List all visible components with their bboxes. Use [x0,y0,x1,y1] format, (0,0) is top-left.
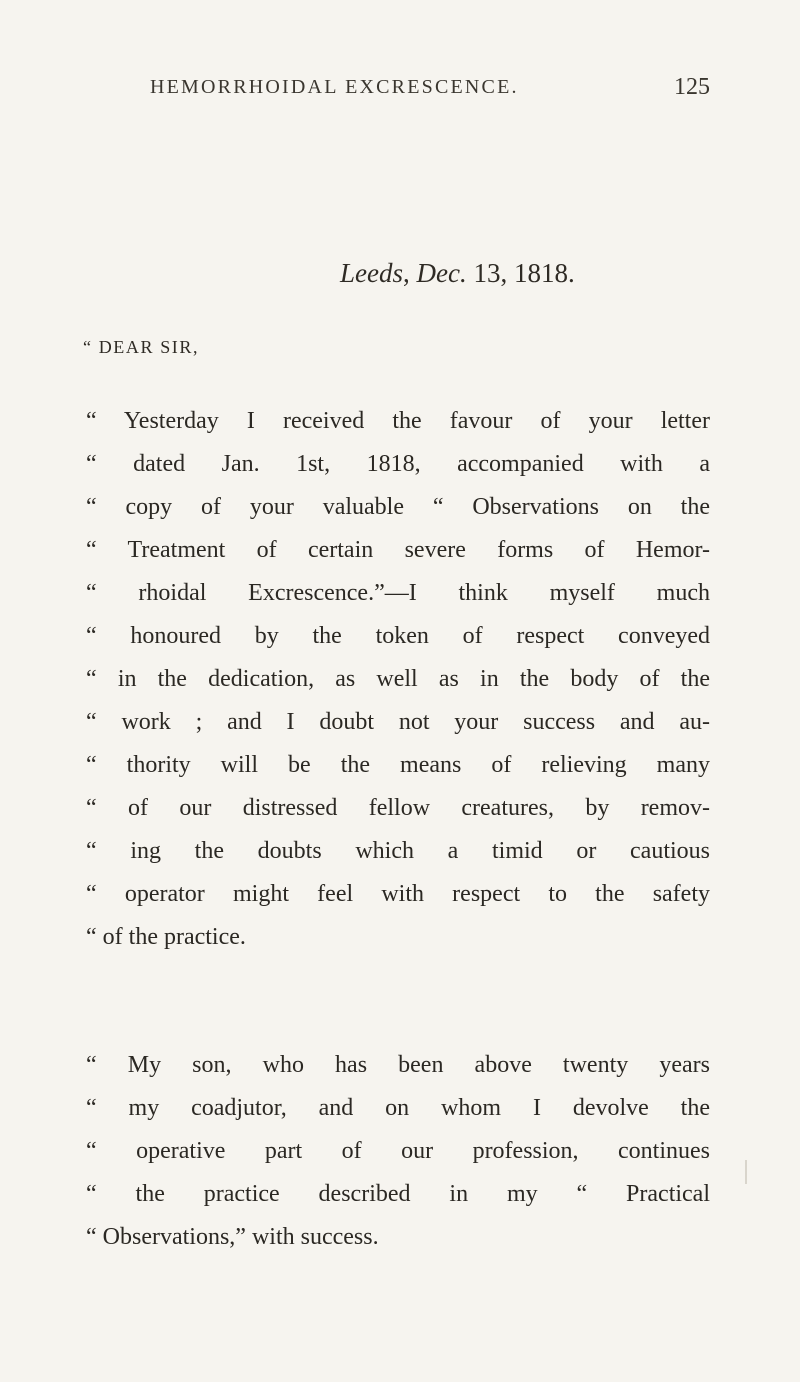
text-line: “ the practice described in my “ Practical [86,1181,710,1207]
text-line: “ Observations,” with success. [86,1224,379,1250]
text-line: “ honoured by the token of respect conveyed [86,623,710,649]
text-line: “ of the practice. [86,924,246,950]
letter-paragraph-2 [86,1044,710,1259]
dateline-month: Dec. [416,258,467,288]
text-line: “ thority will be the means of relieving many [86,752,710,778]
dateline-place: Leeds [340,258,403,288]
dateline-date: 13, 1818. [473,258,575,288]
text-line: “ My son, who has been above twenty years [86,1052,710,1078]
running-title: HEMORRHOIDAL EXCRESCENCE. [150,76,519,98]
text-line: “ my coadjutor, and on whom I devolve the [86,1095,710,1121]
text-line: “ copy of your valuable “ Observations on the [86,494,710,520]
page-number: 125 [674,74,710,100]
text-line: “ operative part of our profession, continues [86,1138,710,1164]
letter-paragraph-1 [86,400,710,959]
text-line: “ operator might feel with respect to the safety [86,881,710,907]
text-line: “ ing the doubts which a timid or cautious [86,838,710,864]
text-line: “ Treatment of certain severe forms of Hemor- [86,537,710,563]
text-line: “ work ; and I doubt not your success and au- [86,709,710,735]
letter-salutation: “ DEAR SIR, [83,337,200,357]
running-head [150,76,710,106]
text-line: “ in the dedication, as well as in the body of the [86,666,710,692]
text-line: “ rhoidal Excrescence.”—I think myself much [86,580,710,606]
text-line: “ of our distressed fellow creatures, by remov- [86,795,710,821]
text-line: “ Yesterday I received the favour of your letter [86,408,710,434]
dateline-separator: , [403,258,410,288]
text-line: “ dated Jan. 1st, 1818, accompanied with a [86,451,710,477]
margin-mark [745,1160,747,1184]
letter-dateline [340,258,575,289]
